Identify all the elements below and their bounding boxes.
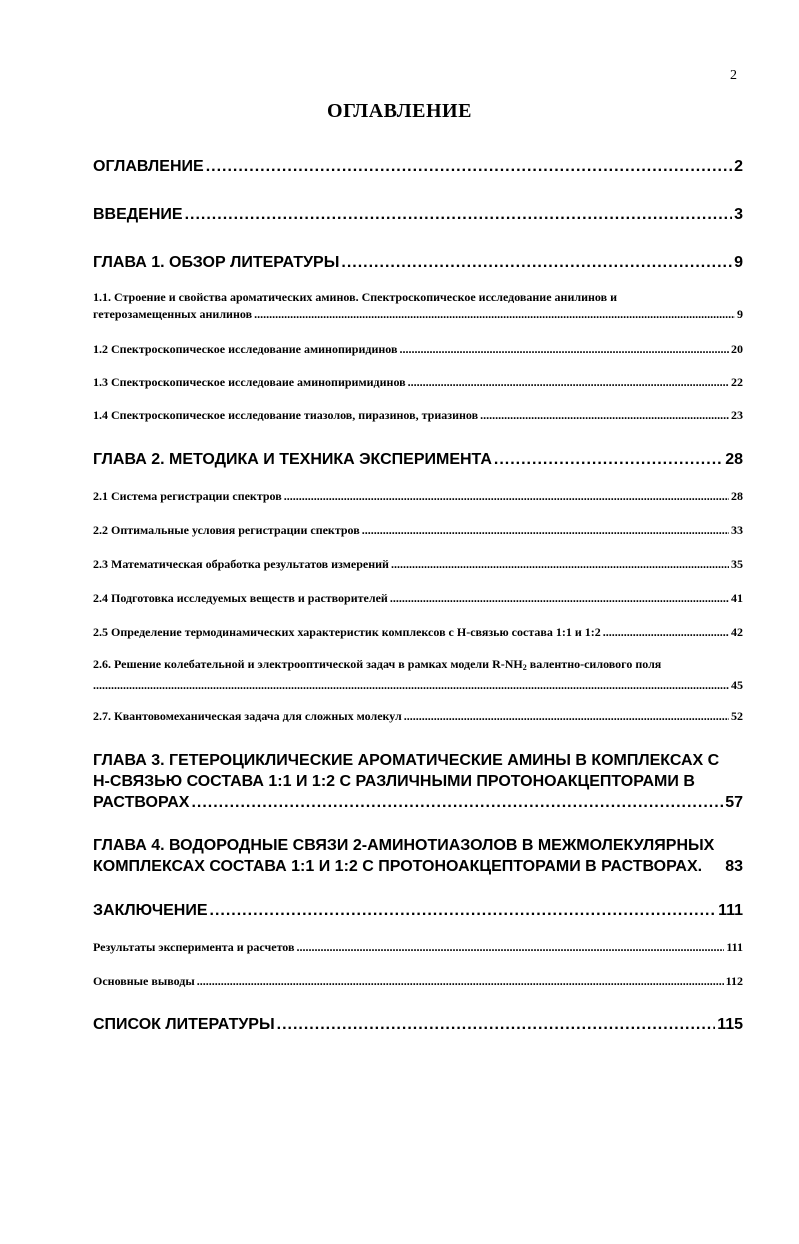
toc-entry-title: ГЛАВА 4. ВОДОРОДНЫЕ СВЯЗИ 2-АМИНОТИАЗОЛОВ В МЕЖМОЛЕКУЛЯРНЫХ [93, 837, 715, 854]
toc-entry-2-5 [93, 625, 743, 640]
toc-entry-page: 57 [725, 794, 743, 811]
page-number: 2 [730, 68, 737, 83]
toc-entry-1-1 [93, 290, 743, 322]
toc-entry-1-2 [93, 342, 743, 357]
toc-entry-conclusion [93, 902, 743, 920]
toc-entry-2-1 [93, 489, 743, 504]
toc-entry-title: 2.1 Система регистрации спектров [93, 489, 282, 503]
toc-entry-contents [93, 158, 743, 176]
toc-entry-2-6 [93, 657, 743, 693]
toc-entry-title: ГЛАВА 3. ГЕТЕРОЦИКЛИЧЕСКИЕ АРОМАТИЧЕСКИЕ АМИНЫ В КОМПЛЕКСАХ С [93, 752, 720, 769]
toc-entry-title: ВВЕДЕНИЕ [93, 206, 183, 223]
toc-entry-page: 111 [718, 902, 743, 919]
toc-entry-title-cont: гетерозамещенных анилинов [93, 307, 253, 321]
toc-entry-page: 52 [731, 709, 743, 723]
toc-entry-page: 3 [734, 206, 743, 223]
toc-entry-page: 41 [731, 591, 743, 605]
toc-entry-title: 1.1. Строение и свойства ароматических аминов. Спектроскопическое исследование анилинов и [93, 290, 618, 304]
page-title: ОГЛАВЛЕНИЕ [327, 100, 472, 122]
toc-entry-title: 2.2 Оптимальные условия регистрации спектров [93, 523, 360, 537]
toc-entry-title: 2.6. Решение колебательной и электрооптической задач в рамках модели $R-NH_2$ валентно-силового поля [93, 657, 662, 672]
toc-entry-title: ОГЛАВЛЕНИЕ [93, 158, 204, 175]
toc-entry-chapter-3 [93, 750, 743, 813]
toc-entry-title-cont: РАСТВОРАХ [93, 794, 190, 811]
toc-entry-page: 111 [726, 940, 743, 954]
toc-entry-page: 35 [731, 557, 743, 571]
toc-entry-title-cont: КОМПЛЕКСАХ СОСТАВА 1:1 И 1:2 С ПРОТОНОАКЦЕПТОРАМИ В РАСТВОРАХ. [93, 858, 703, 875]
toc-entry-title-cont: Н-СВЯЗЬЮ СОСТАВА 1:1 И 1:2 С РАЗЛИЧНЫМИ ПРОТОНОАКЦЕПТОРАМИ В [93, 773, 695, 790]
toc-entry-page: 20 [731, 342, 743, 356]
toc-entry-page: 45 [731, 678, 743, 692]
toc-entry-results [93, 940, 743, 955]
toc-entry-2-3 [93, 557, 743, 572]
toc-entry-title: ГЛАВА 1. ОБЗОР ЛИТЕРАТУРЫ [93, 254, 340, 271]
toc-entry-page: 23 [731, 408, 743, 422]
toc-entry-page: 83 [725, 858, 743, 875]
toc-entry-2-7 [93, 709, 743, 724]
toc-entry-title: 1.3 Спектроскопическое исследоваие аминопиримидинов [93, 375, 406, 389]
toc-entry-chapter-4 [93, 835, 743, 877]
toc-entry-1-4 [93, 408, 743, 423]
toc-entry-title: Результаты эксперимента и расчетов [93, 940, 295, 954]
toc-entry-page: 28 [731, 489, 743, 503]
toc-entry-title: ЗАКЛЮЧЕНИЕ [93, 902, 208, 919]
toc-entry-page: 112 [725, 974, 743, 988]
toc-entry-title: 1.2 Спектроскопическое исследование аминопиридинов [93, 342, 398, 356]
toc-entry-1-3 [93, 375, 743, 390]
toc-entry-page: 9 [737, 307, 743, 321]
toc-entry-title: 2.5 Определение термодинамических характеристик комплексов с Н-связью состава 1:1 и 1:2 [93, 625, 601, 639]
toc-entry-introduction [93, 206, 743, 224]
toc-entry-page: 33 [731, 523, 743, 537]
toc-entry-2-2 [93, 523, 743, 538]
toc-entry-page: 42 [731, 625, 743, 639]
toc-entry-title: 2.7. Квантовомеханическая задача для сложных молекул [93, 709, 402, 723]
toc-entry-title: 2.3 Математическая обработка результатов измерений [93, 557, 389, 571]
toc-entry-title: Основные выводы [93, 974, 195, 988]
toc-entry-title: 2.4 Подготовка исследуемых веществ и растворителей [93, 591, 388, 605]
toc-entry-page: 2 [734, 158, 743, 175]
toc-entry-references [93, 1016, 743, 1034]
toc-entry-page: 115 [717, 1016, 743, 1033]
toc-entry-2-4 [93, 591, 743, 606]
toc-entry-title: СПИСОК ЛИТЕРАТУРЫ [93, 1016, 275, 1033]
toc-entry-page: 22 [731, 375, 743, 389]
toc-entry-main-conclusions [93, 974, 743, 989]
toc-entry-title: 1.4 Спектроскопическое исследование тиазолов, пиразинов, триазинов [93, 408, 479, 422]
toc-entry-title: ГЛАВА 2. МЕТОДИКА И ТЕХНИКА ЭКСПЕРИМЕНТА [93, 451, 492, 468]
toc-entry-chapter-2 [93, 451, 743, 469]
toc-entry-page: 28 [725, 451, 743, 468]
toc-entry-chapter-1 [93, 254, 743, 272]
toc-entry-page: 9 [734, 254, 743, 271]
